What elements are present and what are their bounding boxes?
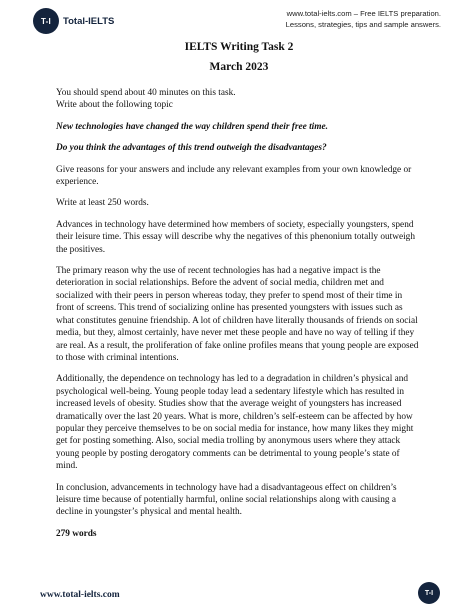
- essay-conclusion: In conclusion, advancements in technology have had a disadvantageous effect on children’s leisure time because of potentially harmful, online social relationships along with causing a decline in youngster’s physical and mental health.: [56, 482, 397, 518]
- logo-badge: T-I: [33, 8, 59, 34]
- header-description-line: Lessons, strategies, tips and sample answers.: [285, 20, 441, 29]
- page-title: IELTS Writing Task 2: [184, 41, 294, 53]
- word-requirement: Write at least 250 words.: [56, 198, 149, 209]
- footer-website-link[interactable]: www.total-ielts.com: [40, 590, 120, 600]
- prompt-question: Do you think the advantages of this trend outweigh the disadvantages?: [56, 143, 327, 154]
- task-guidance: Give reasons for your answers and include any relevant examples from your own knowledge or experience.: [56, 164, 412, 188]
- instruction-line-2: Write about the following topic: [56, 100, 173, 111]
- logo[interactable]: [33, 7, 114, 35]
- page-header: [0, 0, 474, 40]
- essay-body-2: Additionally, the dependence on technology has led to a degradation in children’s physical and psychological well-being. Young people today lead a sedentary lifestyle which has resulted in increased levels of obesity. Studies show that the average weight of youngsters has increased dramatically over the last 20 years. What is more, children’s self-esteem can be affected by how popular they perceive themselves to be on social media for instance, how many likes they might get for posting something. Also, social media trolling by anonymous users where they attack young people by posting derogatory comments can be detrimental to young people’s state of mind.: [56, 374, 414, 472]
- instruction-line-1: You should spend about 40 minutes on this task.: [56, 88, 236, 98]
- header-tagline: [286, 8, 441, 30]
- essay-body-1: The primary reason why the use of recent technologies has had a negative impact is the deterioration in social relationships. Before the advent of social media, children met and socialized with their peers in person whereas today, they prefer to spend most of their time in front of screens. This trend of socializing online has presented youngsters with issues such as what constitutes genuine friendship. A lot of children have literally thousands of friends on social media, but they, almost certainly, have never met these people and have no way of telling if they are real. As a result, the proliferation of fake online profiles means that young people are exposed to those with criminal intentions.: [56, 266, 419, 363]
- essay-intro: Advances in technology have determined how members of society, especially youngsters, spend their leisure time. This essay will describe why the negatives of this phenonium totally outweigh the positives.: [56, 219, 415, 255]
- document-body: [56, 38, 422, 540]
- logo-text: Total-IELTS: [63, 15, 115, 27]
- prompt-statement: New technologies have changed the way children spend their free time.: [56, 121, 328, 132]
- page-date: March 2023: [209, 61, 269, 73]
- word-count: 279 words: [56, 528, 97, 539]
- footer-logo-badge: T-I: [418, 582, 440, 604]
- header-website-line[interactable]: www.total-ielts.com – Free IELTS preparation.: [286, 9, 441, 18]
